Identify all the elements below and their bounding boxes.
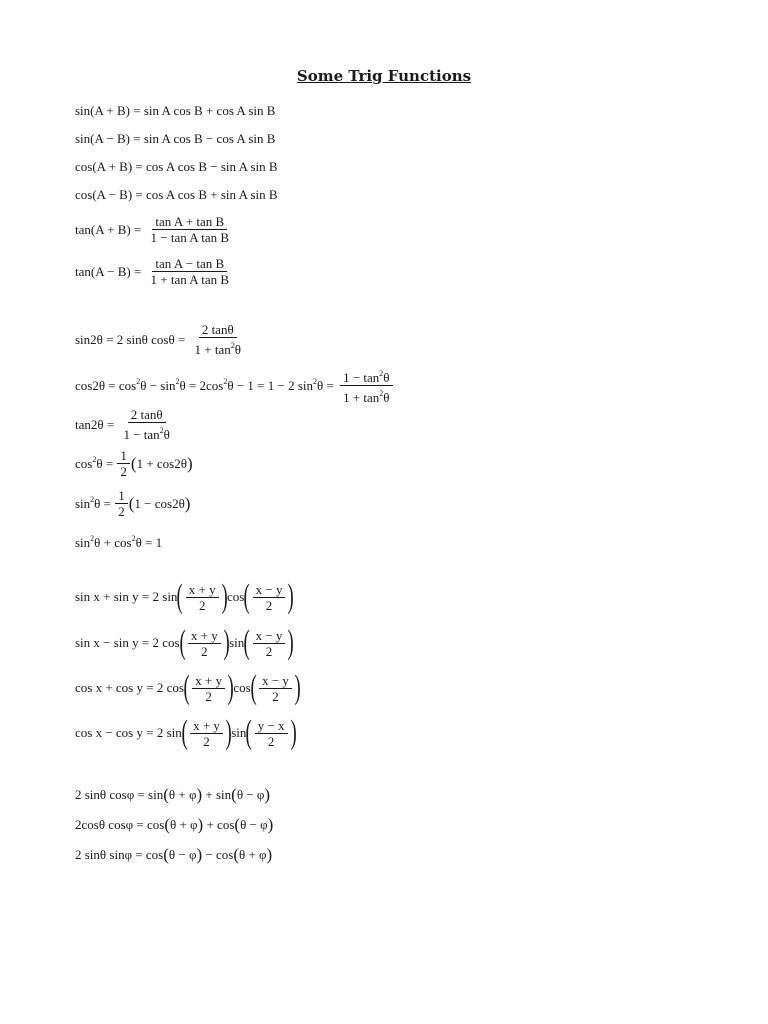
sum-to-product-formula: cos x − cos y = 2 sin ( $\frac{x + y}{2}$ ) sin ( $\frac{y - x}{2}$ ) — [75, 714, 297, 751]
pythagorean-identity: $\sin^2\theta + \cos^2\theta = 1$ — [75, 534, 163, 550]
product-to-sum-formula: 2 sinθ cosφ = sin ( θ + φ ) + sin ( θ − φ ) — [75, 785, 271, 804]
fraction: $\frac{\text{tan A − tan B}}{\text{1 + tan A tan B}}$ — [150, 256, 230, 287]
cos-difference-formula: cos(A − B) = cos A cos B + sin A sin B — [75, 187, 278, 202]
sin-squared-formula: $\sin^2\theta$ = $\frac{1}{2}$ ( 1 − cos2θ ) — [75, 488, 191, 519]
fraction: $\frac{2 \tan\theta}{1 + \tan^2\theta}$ — [194, 322, 241, 357]
fraction: $\frac{x - y}{2}$ — [259, 673, 292, 704]
fraction: $\frac{1}{2}$ — [115, 488, 128, 519]
sum-to-product-formula: cos x + cos y = 2 cos ( $\frac{x + y}{2}$ ) cos ( $\frac{x - y}{2}$ ) — [75, 669, 301, 706]
fraction: $\frac{x + y}{2}$ — [188, 628, 221, 659]
tan-sum-formula: tan(A + B) = $\frac{\text{tan A + tan B}}{\text{1 − tan A tan B}}$ — [75, 214, 235, 245]
product-to-sum-formula: 2cosθ cosφ = cos ( θ + φ ) + cos ( θ − φ ) — [75, 815, 274, 834]
fraction: $\frac{x - y}{2}$ — [253, 628, 286, 659]
sin-double-angle-formula: sin2θ = 2 sinθ cosθ = $\frac{2 \tan\theta}{1 + \tan^2\theta}$ — [75, 322, 247, 357]
product-to-sum-formula: 2 sinθ sinφ = cos ( θ − φ ) − cos ( θ + φ ) — [75, 845, 273, 864]
tan-double-angle-formula: tan2θ = $\frac{2 \tan\theta}{1 - \tan^2\theta}$ — [75, 407, 176, 442]
fraction: $\frac{1 - \tan^2\theta}{1 + \tan^2\theta}$ — [340, 366, 392, 405]
fraction: $\frac{2 \tan\theta}{1 - \tan^2\theta}$ — [123, 407, 170, 442]
sum-to-product-formula: sin x − sin y = 2 cos ( $\frac{x + y}{2}$ ) sin ( $\frac{x - y}{2}$ ) — [75, 624, 295, 661]
cos-sum-formula: cos(A + B) = cos A cos B − sin A sin B — [75, 159, 278, 174]
cos-squared-formula: $\cos^2\theta$ = $\frac{1}{2}$ ( 1 + cos2θ ) — [75, 448, 193, 479]
fraction: $\frac{1}{2}$ — [117, 448, 130, 479]
fraction: $\frac{x - y}{2}$ — [253, 582, 286, 613]
fraction: $\frac{x + y}{2}$ — [186, 582, 219, 613]
fraction: $\frac{x + y}{2}$ — [192, 673, 225, 704]
page-title: Some Trig Functions — [296, 67, 472, 85]
fraction: $\frac{y - x}{2}$ — [255, 718, 288, 749]
sin-sum-formula: sin(A + B) = sin A cos B + cos A sin B — [75, 103, 276, 118]
sin-difference-formula: sin(A − B) = sin A cos B − cos A sin B — [75, 131, 276, 146]
sum-to-product-formula: sin x + sin y = 2 sin ( $\frac{x + y}{2}$ ) cos ( $\frac{x - y}{2}$ ) — [75, 578, 295, 615]
fraction: $\frac{x + y}{2}$ — [190, 718, 223, 749]
fraction: $\frac{\text{tan A + tan B}}{\text{1 − tan A tan B}}$ — [150, 214, 230, 245]
cos-double-angle-formula: $\cos 2\theta = \cos^2\theta - \sin^2\theta = 2\cos^2\theta - 1 = 1 - 2$ $\sin^2\theta$ = $\frac{1 - \tan^2\theta}{1 + \tan^2\theta}$ — [75, 366, 396, 405]
tan-difference-formula: tan(A − B) = $\frac{\text{tan A − tan B}}{\text{1 + tan A tan B}}$ — [75, 256, 235, 287]
